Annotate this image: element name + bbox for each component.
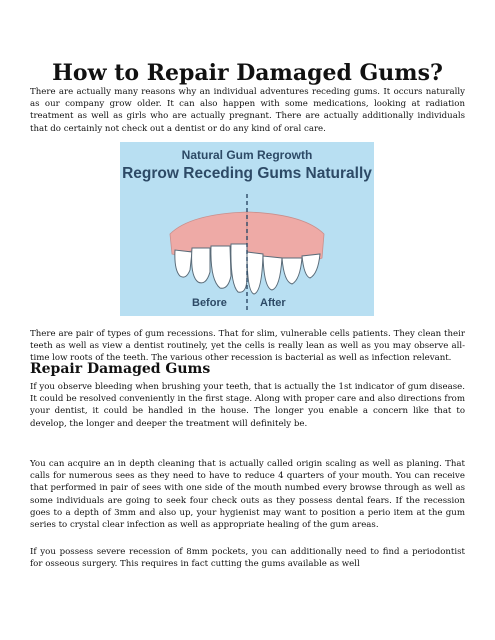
tooth [211,246,231,288]
section-heading: Repair Damaged Gums [30,361,211,377]
figure-title: Natural Gum Regrowth [181,148,313,162]
after-label: After [260,297,286,309]
tooth [263,256,282,290]
tooth [231,244,247,292]
tooth [192,248,210,283]
types-paragraph: There are pair of types of gum recessions. That for slim, vulnerable cells patients. They clean their teeth as well as view a dentist routinely, yet the cells is really lean as well as you may observe all-time low roots of the teeth. The various other recession is bacterial as well as infection relevant. [30,329,465,364]
repair-paragraph-3: If you possess severe recession of 8mm pockets, you can additionally need to find a periodontist for osseous surgery. This requires in fact cutting the gums available as well [30,547,465,570]
gum-regrowth-illustration [120,142,374,316]
intro-paragraph: There are actually many reasons why an individual adventures receding gums. It occurs naturally as our company grow older. It can also happen with some medications, looking at radiation treatment as well as girls who are actually pregnant. There are actually additionally individuals that do certainly not check out a dentist or do any kind of oral care. [30,87,465,134]
tooth [175,250,192,277]
page-title: How to Repair Damaged Gums? [52,60,443,86]
tooth [302,254,320,278]
figure-subtitle: Regrow Receding Gums Naturally [122,165,372,182]
repair-paragraph-1: If you observe bleeding when brushing your teeth, that is actually the 1st indicator of gum disease. It could be resolved conveniently in the first stage. Along with proper care and also directions from your dentist, it could be handled in the house. The longer you enable a concern like that to develop, the longer and deeper the treatment will definitely be. [30,382,465,429]
repair-paragraph-2: You can acquire an in depth cleaning that is actually called origin scaling as well as planing. That calls for numerous sees as they need to have to reduce 4 quarters of your mouth. You can receive that performed in pair of sees with one side of the mouth numbed every browse through as well as some individuals are going to seek four check outs as they possess dental fears. If the recession goes to a depth of 3mm and also up, your hygienist may want to position a perio item at the gum series to crystal clear infection as well as appropriate healing of the gum areas. [30,459,465,531]
tooth [282,258,302,284]
tooth [247,252,263,294]
before-label: Before [192,297,227,309]
